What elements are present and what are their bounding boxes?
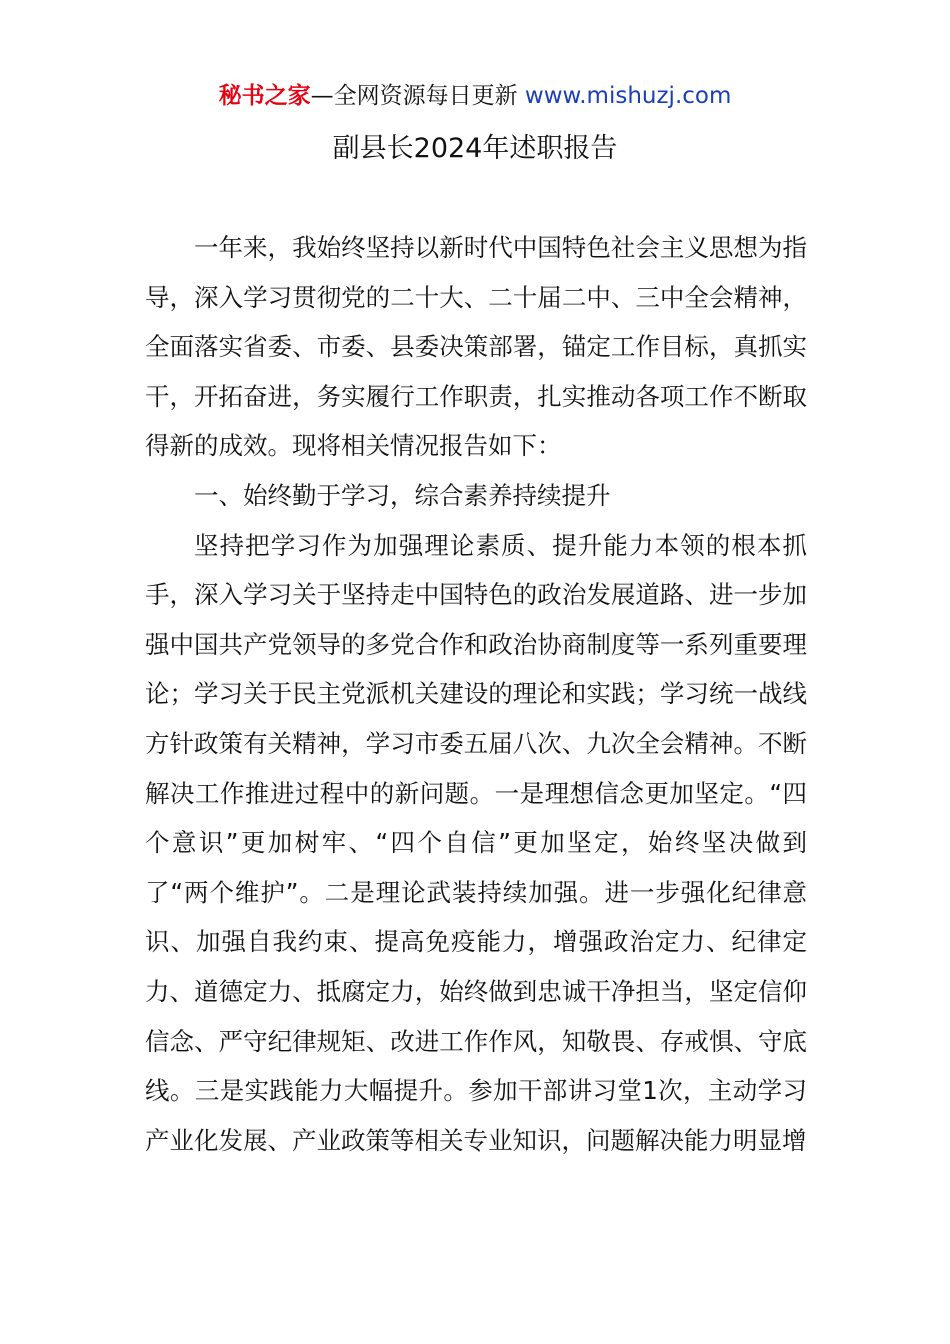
site-tagline: —全网资源每日更新	[310, 83, 525, 109]
intro-paragraph: 一年来，我始终坚持以新时代中国特色社会主义思想为指导，深入学习贯彻党的二十大、二十届二中、三中全会精神，全面落实省委、市委、县委决策部署，锚定工作目标，真抓实干，开拓奋进，务实履行工作职责，扎实推动各项工作不断取得新的成效。现将相关情况报告如下：	[145, 233, 807, 461]
section-1-paragraph: 坚持把学习作为加强理论素质、提升能力本领的根本抓手，深入学习关于坚持走中国特色的政治发展道路、进一步加强中国共产党领导的多党合作和政治协商制度等一系列重要理论；学习关于民主党派机关建设的理论和实践；学习统一战线方针政策有关精神，学习市委五届八次、九次全会精神。不断解决工作推进过程中的新问题。一是理想信念更加坚定。“四个意识”更加树牢、“四个自信”更加坚定，始终坚决做到了“两个维护”。二是理论武装持续加强。进一步强化纪律意识、加强自我约束、提高免疫能力，增强政治定力、纪律定力、道德定力、抵腐定力，始终做到忠诚干净担当，坚定信仰信念、严守纪律规矩、改进工作作风，知敬畏、存戒惧、守底线。三是实践能力大幅提升。参加干部讲习堂1次，主动学习产业化发展、产业政策等相关专业知识，问题解决能力明显增	[145, 530, 807, 1155]
section-heading-1: 一、始终勤于学习，综合素养持续提升	[194, 480, 611, 510]
brand-name: 秘书之家	[218, 83, 311, 109]
document-title: 副县长2024年述职报告	[332, 133, 618, 164]
site-header	[0, 80, 950, 112]
site-url-link[interactable]: www.mishuzj.com	[524, 83, 732, 109]
document-body	[145, 223, 807, 1165]
